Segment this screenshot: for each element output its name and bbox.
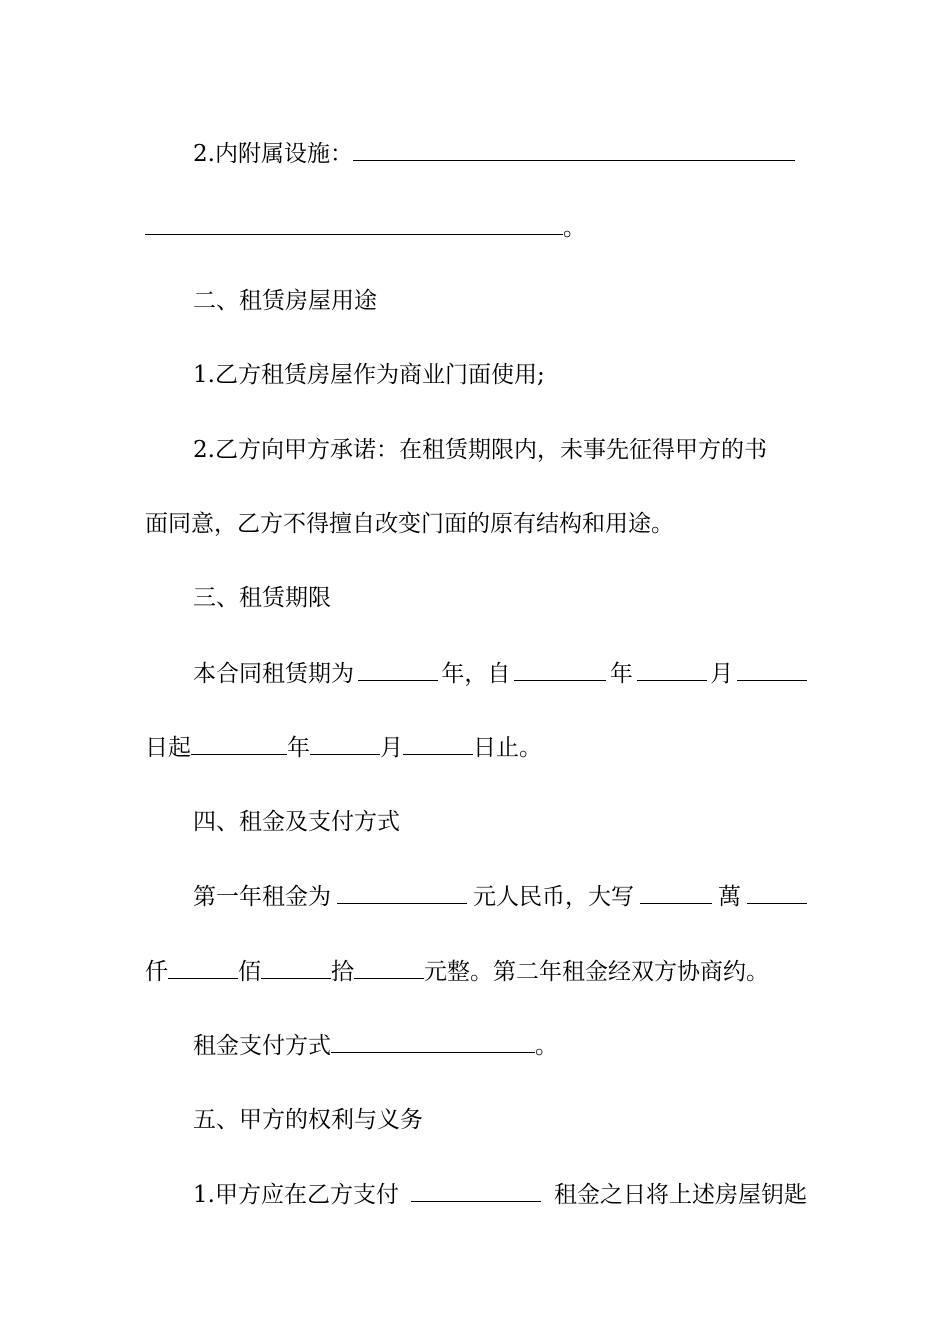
- fill-blank-rent-amount[interactable]: [337, 881, 467, 904]
- day-start-label: 日起: [145, 735, 191, 761]
- second-year-note: 元整。第二年租金经双方协商约。: [424, 959, 769, 985]
- fill-blank-wan[interactable]: [640, 881, 712, 904]
- handover-cont: 租金之日将上述房屋钥匙: [553, 1182, 807, 1208]
- clause-payment-method: [145, 1030, 807, 1060]
- clause-label: 2.内附属设施：: [193, 141, 353, 167]
- rmb-capital-label: 元人民币，大写: [473, 884, 634, 910]
- fill-blank-start-day[interactable]: [737, 658, 807, 681]
- clause-first-year-rent-cont: [145, 956, 807, 986]
- year-label: 年: [609, 661, 633, 687]
- term-year-from-label: 年，自: [441, 661, 511, 687]
- clause-promise: 2.乙方向甲方承诺：在租赁期限内，未事先征得甲方的书: [193, 437, 767, 463]
- fill-blank-payment-method[interactable]: [331, 1030, 535, 1053]
- year-label: 年: [287, 735, 310, 761]
- fill-blank-start-year[interactable]: [514, 658, 606, 681]
- section-heading-landlord-rights: 五、甲方的权利与义务: [193, 1107, 423, 1133]
- term-label: 本合同租赁期为: [193, 661, 354, 687]
- clause-lease-term: [145, 658, 807, 688]
- fill-blank-yuan[interactable]: [354, 956, 424, 979]
- clause-key-handover: [145, 1179, 807, 1209]
- month-label: 月: [710, 661, 734, 687]
- fill-blank-end-day[interactable]: [403, 732, 473, 755]
- period-mark: 。: [563, 215, 586, 241]
- rent-label: 第一年租金为: [193, 884, 331, 910]
- fill-blank-start-month[interactable]: [637, 658, 707, 681]
- fill-blank-years[interactable]: [358, 658, 438, 681]
- clause-commercial-use: 1.乙方租赁房屋作为商业门面使用;: [193, 362, 545, 388]
- fill-blank-facilities-cont[interactable]: [145, 212, 563, 235]
- section-heading-usage: 二、租赁房屋用途: [193, 288, 377, 314]
- fill-blank-shi[interactable]: [261, 956, 331, 979]
- fill-blank-handover-rent[interactable]: [411, 1179, 541, 1202]
- period-mark: 。: [535, 1033, 558, 1059]
- handover-label: 1.甲方应在乙方支付: [193, 1182, 399, 1208]
- month-label: 月: [380, 735, 403, 761]
- fill-blank-qian[interactable]: [747, 881, 807, 904]
- fill-blank-end-month[interactable]: [310, 732, 380, 755]
- fill-blank-facilities[interactable]: [353, 138, 795, 161]
- fill-blank-end-year[interactable]: [191, 732, 287, 755]
- qian-label: 仟: [145, 959, 168, 985]
- clause-promise-cont: 面同意，乙方不得擅自改变门面的原有结构和用途。: [145, 511, 674, 537]
- section-heading-rent: 四、租金及支付方式: [193, 809, 400, 835]
- bai-label: 佰: [238, 959, 261, 985]
- wan-label: 萬: [718, 884, 741, 910]
- day-end-label: 日止。: [473, 735, 542, 761]
- shi-label: 拾: [331, 959, 354, 985]
- payment-label: 租金支付方式: [193, 1033, 331, 1059]
- section-heading-term: 三、租赁期限: [193, 585, 331, 611]
- fill-blank-bai[interactable]: [168, 956, 238, 979]
- clause-first-year-rent: [145, 881, 807, 911]
- clause-attached-facilities: [145, 138, 807, 168]
- clause-attached-facilities-cont: [145, 212, 807, 242]
- clause-lease-term-cont: [145, 732, 807, 762]
